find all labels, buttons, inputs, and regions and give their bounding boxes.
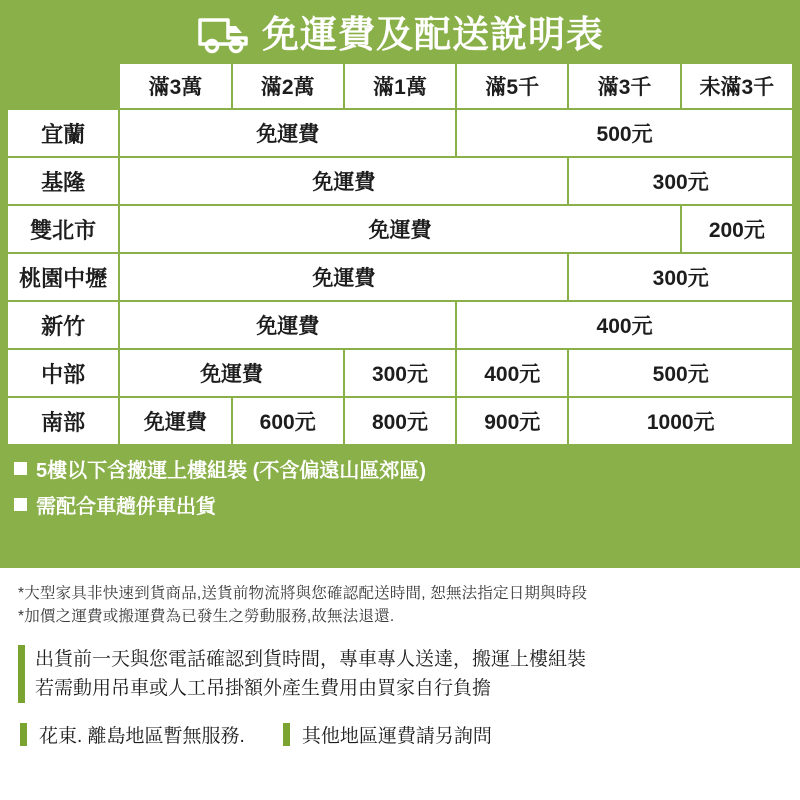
table-row [7,301,793,349]
fee-cell: 免運費 [119,253,568,301]
list-item [14,454,800,483]
accent-bar [18,645,25,704]
fine-print-line: *加價之運費或搬運費為已發生之勞動服務,故無法退還. [18,608,395,626]
fee-cell: 免運費 [119,397,231,445]
highlight-lines [35,645,586,704]
column-header: 滿2萬 [232,63,344,109]
notes-list [0,446,800,519]
region-cell: 南部 [7,397,119,445]
table-row [7,109,793,157]
fee-cell: 400元 [456,349,568,397]
square-bullet-icon [14,498,27,511]
note-text: 5樓以下含搬運上樓組裝 (不含偏遠山區郊區) [36,460,426,482]
table-header-row [7,63,793,109]
fee-cell: 800元 [344,397,456,445]
column-header: 滿3千 [568,63,680,109]
fee-cell: 300元 [568,157,793,205]
fee-cell: 免運費 [119,157,568,205]
list-item [14,490,800,519]
fee-table [6,62,794,446]
fee-table-wrapper [0,62,800,446]
fee-cell: 600元 [232,397,344,445]
fee-cell: 500元 [568,349,793,397]
table-row [7,157,793,205]
fee-cell: 免運費 [119,349,344,397]
fee-table-body [7,109,793,445]
column-header: 未滿3千 [681,63,793,109]
highlight-block [18,645,782,704]
column-header: 滿5千 [456,63,568,109]
table-row [7,205,793,253]
note-text: 需配合車趟併車出貨 [36,496,216,518]
page-title: 免運費及配送說明表 [262,13,604,55]
footer-panel [0,568,800,800]
truck-icon [196,14,252,54]
fee-cell: 免運費 [119,301,456,349]
fee-cell: 900元 [456,397,568,445]
region-cell: 桃園中壢 [7,253,119,301]
square-bullet-icon [14,462,27,475]
highlight-line: 若需動用吊車或人工吊掛額外產生費用由買家自行負擔 [35,677,492,699]
title-bar [0,0,800,62]
column-header: 滿3萬 [119,63,231,109]
region-cell: 新竹 [7,301,119,349]
region-cell: 宜蘭 [7,109,119,157]
fee-cell: 1000元 [568,397,793,445]
table-corner-cell [7,63,119,109]
fee-cell: 免運費 [119,109,456,157]
fine-print-line: *大型家具非快速到貨商品,送貨前物流將與您確認配送時間, 恕無法指定日期與時段 [18,585,588,602]
table-row [7,349,793,397]
fee-cell: 300元 [568,253,793,301]
region-cell: 中部 [7,349,119,397]
region-cell: 雙北市 [7,205,119,253]
bottom-note-text: 其他地區運費請另詢問 [301,726,492,748]
fee-cell: 400元 [456,301,793,349]
bottom-note-row [18,721,782,748]
table-row [7,397,793,445]
fee-cell: 免運費 [119,205,680,253]
column-header: 滿1萬 [344,63,456,109]
fee-cell: 200元 [681,205,793,253]
table-row [7,253,793,301]
bottom-note-text: 花東. 離島地區暫無服務. [39,726,245,748]
accent-bar [20,723,27,746]
fee-cell: 300元 [344,349,456,397]
fee-cell: 500元 [456,109,793,157]
region-cell: 基隆 [7,157,119,205]
highlight-line: 出貨前一天與您電話確認到貨時間，專車專人送達，搬運上樓組裝 [35,648,587,670]
accent-bar [283,723,290,746]
